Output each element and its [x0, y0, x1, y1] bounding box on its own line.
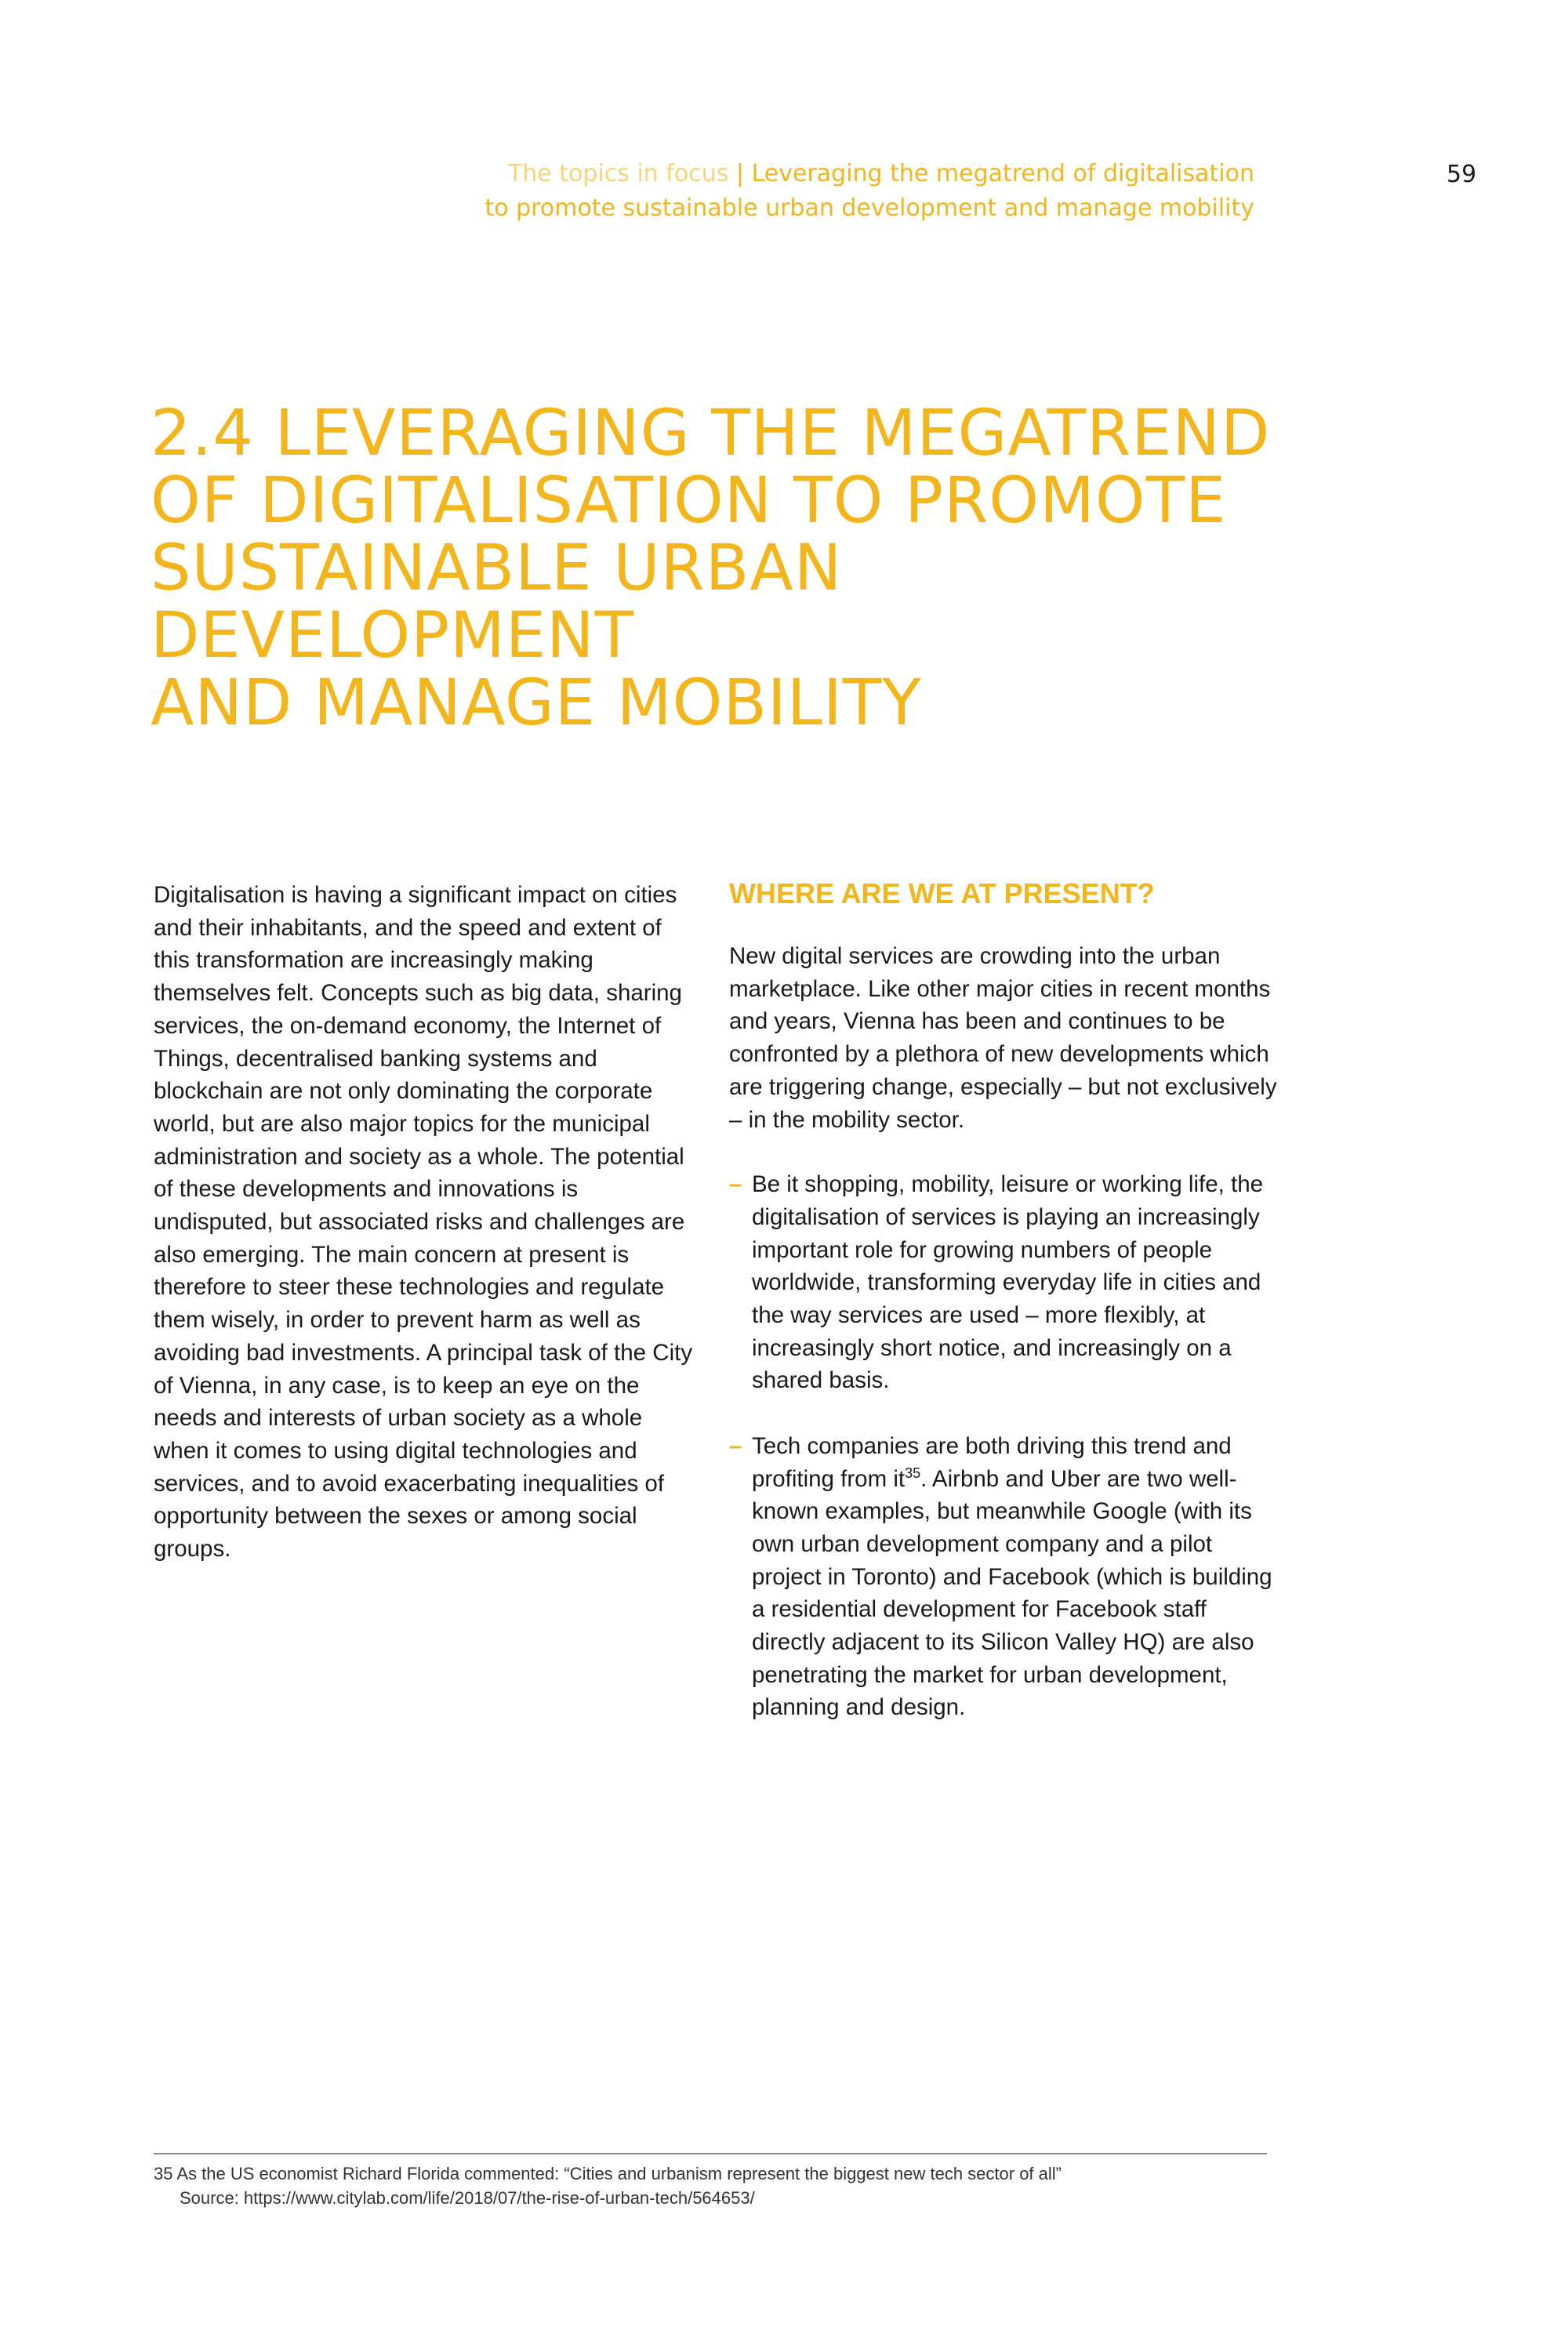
section-heading: WHERE ARE WE AT PRESENT? — [729, 877, 1155, 909]
intro-paragraph: Digitalisation is having a significant impact on cities and their inhabitants, and the speed and extent of this transformation are increasingly making themselves felt. Concepts such as big data, sharing services, the on-demand economy, the Internet of Things, decentralised banking systems and blockchain are not only dominating the corporate world, but are also major topics for the municipal administration and society as a whole. The potential of these developments and innovations is undisputed, but associated risks and challenges are also emerging. The main concern at present is therefore to steer these technologies and regulate them wisely, in order to prevent harm as well as avoiding bad investments. A principal task of the City of Vienna, in any case, is to keep an eye on the needs and interests of urban society as a whole when it comes to using digital technologies and services, and to avoid exacerbating inequalities of opportunity between the sexes or among social groups. — [154, 882, 693, 1563]
chapter-title-line2: OF DIGITALISATION TO PROMOTE — [151, 464, 1227, 538]
list-item — [729, 1168, 1278, 1397]
footnote-reference[interactable]: 35 — [905, 1465, 921, 1481]
bullet-list — [729, 1168, 1278, 1724]
bullet-text-part1: Tech companies are both driving this trend and profiting from it — [752, 1432, 1232, 1492]
footnote-divider — [154, 2153, 1267, 2154]
running-header-line1 — [392, 157, 1254, 191]
bullet-text: Be it shopping, mobility, leisure or working life, the digitalisation of services is playing an increasingly important role for growing numbers of people worldwide, transforming everyday life in cities and the way services are used – more flexibly, at increasingly short notice, and increasingly on a shared basis. — [752, 1171, 1264, 1394]
list-item — [729, 1430, 1278, 1724]
running-header — [392, 157, 1254, 226]
chapter-title-line1: 2.4 LEVERAGING THE MEGATREND — [151, 397, 1271, 470]
chapter-title-line3: SUSTAINABLE URBAN DEVELOPMENT — [151, 532, 843, 673]
header-separator: | — [728, 160, 752, 187]
bullet-text-part2: . Airbnb and Uber are two well-known examples, but meanwhile Google (with its own urban development company and a pilot project in Toronto) and Facebook (which is building a residential development for Facebook staff directly adjacent to its Silicon Valley HQ) are also penetrating the market for urban development, planning and design. — [752, 1465, 1272, 1721]
chapter-title — [151, 397, 1327, 740]
bullet-dash: – — [729, 1432, 742, 1459]
chapter-title-line4: AND MANAGE MOBILITY — [151, 666, 922, 740]
footnote — [154, 2161, 1330, 2210]
header-section: The topics in focus — [507, 160, 729, 187]
bullet-dash: – — [729, 1171, 742, 1198]
page-number: 59 — [1446, 161, 1477, 188]
header-title-line1: Leveraging the megatrend of digitalisation — [751, 160, 1254, 187]
footnote-source: Source: https://www.citylab.com/life/2018/07/the-rise-of-urban-tech/564653/ — [180, 2188, 755, 2208]
bullet-text — [752, 1433, 1272, 1721]
header-title-line2: to promote sustainable urban development and manage mobility — [485, 194, 1254, 222]
present-intro-paragraph: New digital services are crowding into the urban marketplace. Like other major cities in recent months and years, Vienna has been and continues to be confronted by a plethora of new developments which are triggering change, especially – but not exclusively – in the mobility sector. — [729, 943, 1277, 1133]
right-column — [729, 874, 1278, 1757]
footnote-text: 35 As the US economist Richard Florida commented: “Cities and urbanism represent the biggest new tech sector of all” — [154, 2164, 1062, 2183]
